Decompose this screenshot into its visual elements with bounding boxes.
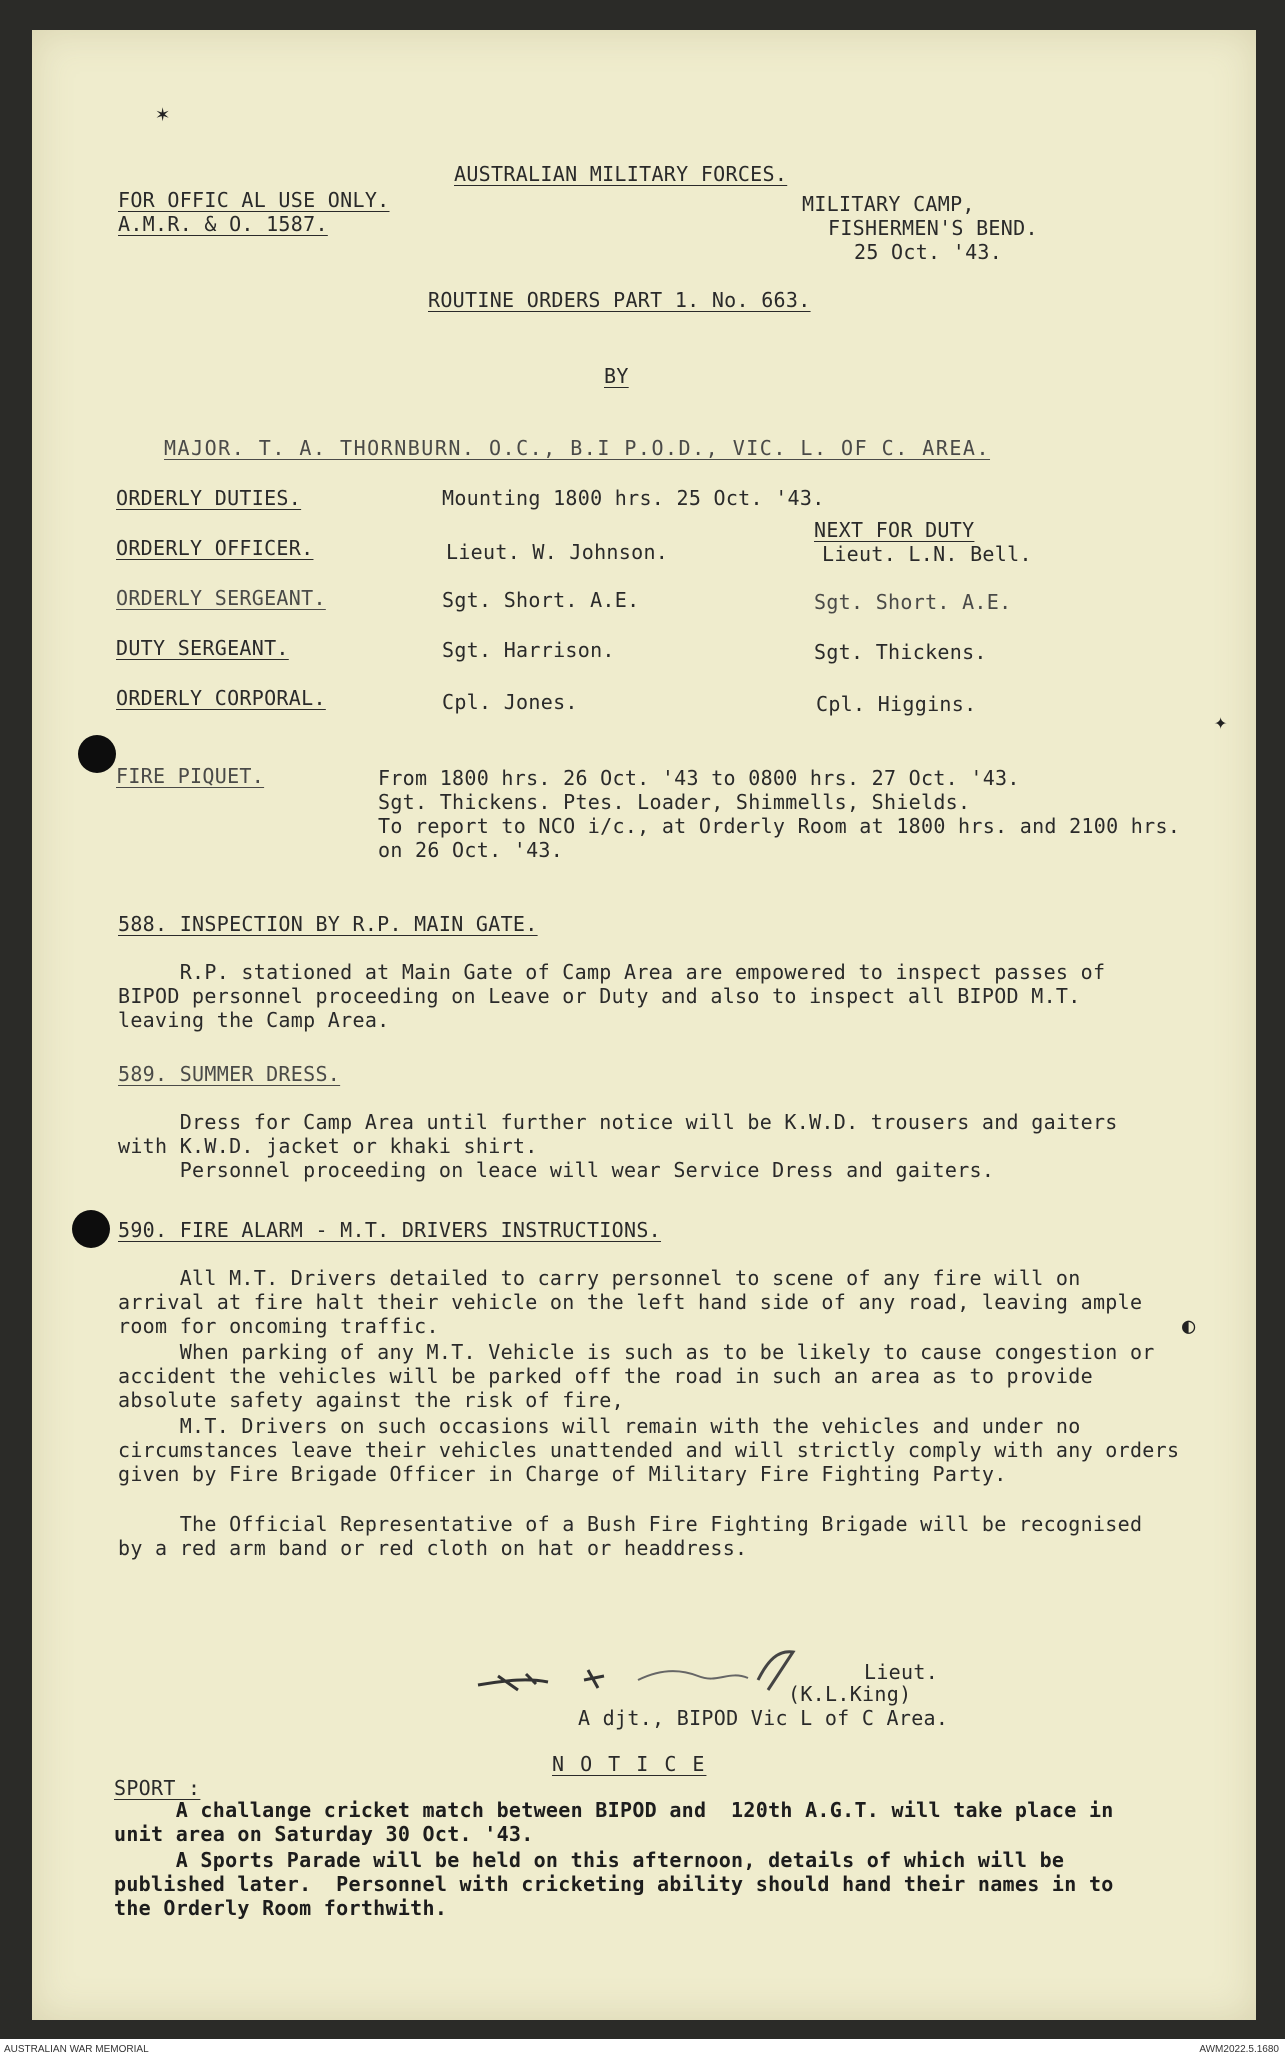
signature-rank: Lieut. [864,1660,939,1684]
duty-label: DUTY SERGEANT. [116,636,289,660]
ink-blot: ✶ [156,102,170,127]
section-line: All M.T. Drivers detailed to carry personnel to scene of any fire will on [118,1266,1081,1290]
notice-line: unit area on Saturday 30 Oct. '43. [114,1822,534,1846]
document-page [32,30,1256,2020]
fire-piquet-line: Sgt. Thickens. Ptes. Loader, Shimmells, Shields. [378,790,971,814]
section-line: M.T. Drivers on such occasions will remain with the vehicles and under no [118,1414,1081,1438]
signature-name: (K.L.King) [788,1682,912,1706]
section-line: Personnel proceeding on leace will wear Service Dress and gaiters. [118,1158,995,1182]
section-line: Dress for Camp Area until further notice will be K.W.D. trousers and gaiters [118,1110,1118,1134]
section-line: circumstances leave their vehicles unattended and will strictly comply with any orders [118,1438,1180,1462]
duty-next: Sgt. Short. A.E. [814,590,1012,614]
signature-title: A djt., BIPOD Vic L of C Area. [578,1706,949,1730]
section-line: absolute safety against the risk of fire, [118,1388,624,1412]
section-line: given by Fire Brigade Officer in Charge of Military Fire Fighting Party. [118,1462,1007,1486]
punch-hole [72,1210,110,1248]
duty-value: Sgt. Harrison. [442,638,615,662]
duty-next: Cpl. Higgins. [816,692,977,716]
section-heading: 588. INSPECTION BY R.P. MAIN GATE. [118,912,538,936]
section-line: arrival at fire halt their vehicle on the left hand side of any road, leaving ample [118,1290,1143,1314]
section-line: R.P. stationed at Main Gate of Camp Area are empowered to inspect passes of [118,960,1106,984]
duty-value: Lieut. W. Johnson. [446,540,669,564]
paper-tear: ◐ [1182,1314,1196,1339]
section-line: by a red arm band or red cloth on hat or headdress. [118,1536,748,1560]
next-for-duty-header: NEXT FOR DUTY [814,518,975,542]
duty-value: Mounting 1800 hrs. 25 Oct. '43. [442,486,825,510]
amr-reference: A.M.R. & O. 1587. [118,212,328,236]
duty-value: Sgt. Short. A.E. [442,588,640,612]
fire-piquet-line: To report to NCO i/c., at Orderly Room at 1800 hrs. and 2100 hrs. [378,814,1181,838]
section-line: leaving the Camp Area. [118,1008,390,1032]
archive-name: AUSTRALIAN WAR MEMORIAL [4,2044,149,2055]
document-title: AUSTRALIAN MILITARY FORCES. [454,162,788,186]
duty-value: Cpl. Jones. [442,690,578,714]
duty-label: ORDERLY OFFICER. [116,536,314,560]
notice-line: published later. Personnel with cricketing ability should hand their names in to [114,1872,1114,1896]
notice-line: A challange cricket match between BIPOD and 120th A.G.T. will take place in [114,1798,1114,1822]
fire-piquet-line: on 26 Oct. '43. [378,838,564,862]
punch-hole [78,735,116,773]
fire-piquet-label: FIRE PIQUET. [116,764,265,788]
archive-footer [0,2039,1285,2061]
notice-heading: N O T I C E [552,1752,707,1776]
sport-label: SPORT : [114,1776,201,1800]
section-heading: 590. FIRE ALARM - M.T. DRIVERS INSTRUCTIONS. [118,1218,662,1242]
section-line: accident the vehicles will be parked off the road in such an area as to provide [118,1364,1093,1388]
duty-label: ORDERLY CORPORAL. [116,686,326,710]
section-line: BIPOD personnel proceeding on Leave or Duty and also to inspect all BIPOD M.T. [118,984,1081,1008]
section-line: room for oncoming traffic. [118,1314,439,1338]
by-label: BY [604,364,629,388]
section-line: with K.W.D. jacket or khaki shirt. [118,1134,538,1158]
paper-tear: ✦ [1214,710,1228,735]
duty-next: Sgt. Thickens. [814,640,987,664]
section-line: The Official Representative of a Bush Fire Fighting Brigade will be recognised [118,1512,1143,1536]
official-use-line: FOR OFFIC AL USE ONLY. [118,188,390,212]
section-line: When parking of any M.T. Vehicle is such as to be likely to cause congestion or [118,1340,1155,1364]
section-heading: 589. SUMMER DRESS. [118,1062,341,1086]
routine-orders-title: ROUTINE ORDERS PART 1. No. 663. [428,288,811,312]
commanding-officer-line: MAJOR. T. A. THORNBURN. O.C., B.I P.O.D., VIC. L. OF C. AREA. [164,436,991,460]
location-line-2: FISHERMEN'S BEND. [828,216,1038,240]
duty-label: ORDERLY DUTIES. [116,486,302,510]
fire-piquet-line: From 1800 hrs. 26 Oct. '43 to 0800 hrs. 27 Oct. '43. [378,766,1020,790]
notice-line: the Orderly Room forthwith. [114,1896,448,1920]
accession-number: AWM2022.5.1680 [1199,2044,1279,2055]
notice-line: A Sports Parade will be held on this afternoon, details of which will be [114,1848,1065,1872]
location-line-1: MILITARY CAMP, [802,192,975,216]
duty-label: ORDERLY SERGEANT. [116,586,326,610]
document-date: 25 Oct. '43. [854,240,1003,264]
duty-next: Lieut. L.N. Bell. [822,542,1032,566]
